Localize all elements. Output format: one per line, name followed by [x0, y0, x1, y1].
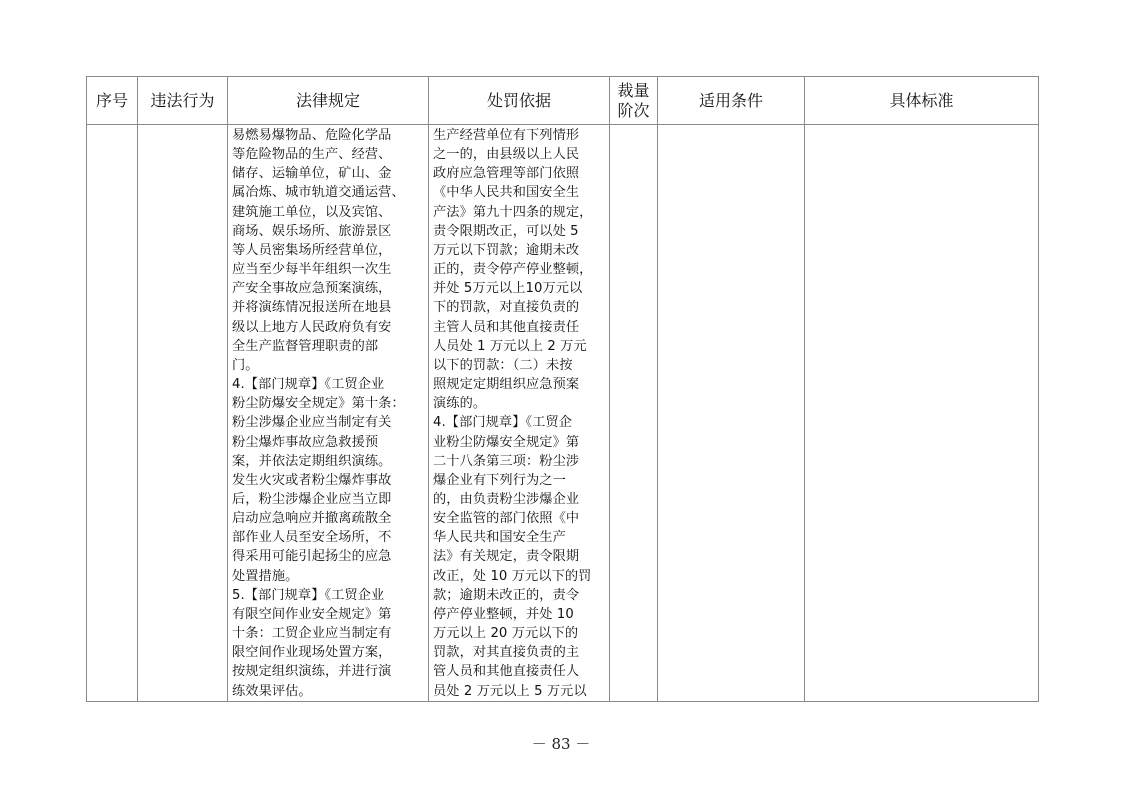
penalty-line: 员处 2 万元以上 5 万元以: [433, 683, 587, 699]
legal-line: 并将演练情况报送所在地县: [232, 300, 392, 316]
legal-line: 启动应急响应并撤离疏散全: [232, 511, 392, 527]
legal-line: 发生火灾或者粉尘爆炸事故: [232, 472, 392, 488]
legal-line: 等人员密集场所经营单位，: [232, 242, 392, 258]
legal-line: 全生产监督管理职责的部: [232, 338, 379, 354]
penalty-line: 爆企业有下列行为之一: [433, 472, 566, 488]
header-discretion-level: 裁量 阶次: [610, 77, 658, 125]
legal-line: 练效果评估。: [232, 683, 312, 699]
legal-line: 按规定组织演练，并进行演: [232, 664, 392, 680]
legal-line: 商场、娱乐场所、旅游景区: [232, 223, 392, 239]
legal-line: 得采用可能引起扬尘的应急: [232, 549, 392, 565]
penalty-line: 罚款，对其直接负责的主: [433, 645, 580, 661]
penalty-line: 安全监管的部门依照《中: [433, 511, 580, 527]
cell-penalty-basis: [429, 125, 610, 702]
legal-line: 门。: [232, 357, 259, 373]
cell-standards: [805, 125, 1039, 702]
penalty-line: 4.【部门规章】《工贸企: [433, 415, 573, 431]
penalty-line: 政府应急管理等部门依照: [433, 166, 580, 182]
penalty-line: 管人员和其他直接责任人: [433, 664, 580, 680]
penalty-line: 万元以下罚款；逾期未改: [433, 242, 580, 258]
penalty-line: 以下的罚款：（二）未按: [433, 357, 573, 373]
penalty-basis-text: [429, 125, 609, 701]
header-conditions: 适用条件: [658, 77, 805, 125]
legal-line: 粉尘防爆安全规定》第十条：: [232, 396, 405, 412]
penalty-line: 人员处 1 万元以上 2 万元: [433, 338, 587, 354]
header-standards: 具体标准: [805, 77, 1039, 125]
cell-violation: [138, 125, 228, 702]
penalty-line: 下的罚款，对直接负责的: [433, 300, 580, 316]
legal-line: 粉尘涉爆企业应当制定有关: [232, 415, 392, 431]
penalty-line: 生产经营单位有下列情形: [433, 128, 580, 143]
penalty-line: 停产停业整顿，并处 10: [433, 606, 574, 622]
page-number: － 83 －: [531, 735, 591, 753]
penalty-line: 责令限期改正，可以处 5: [433, 223, 579, 239]
legal-line: 十条：工贸企业应当制定有: [232, 626, 392, 642]
header-violation: 违法行为: [138, 77, 228, 125]
legal-line: 案，并依法定期组织演练。: [232, 453, 392, 469]
penalty-line: 主管人员和其他直接责任: [433, 319, 580, 335]
penalty-line: 改正，处 10 万元以下的罚: [433, 568, 592, 584]
legal-line: 粉尘爆炸事故应急救援预: [232, 434, 379, 450]
header-legal-provision: 法律规定: [228, 77, 429, 125]
legal-line: 储存、运输单位，矿山、金: [232, 166, 392, 182]
cell-seq: [87, 125, 138, 702]
cell-legal-provision: [228, 125, 429, 702]
penalty-line: 万元以上 20 万元以下的: [433, 626, 579, 642]
legal-line: 后，粉尘涉爆企业应当立即: [232, 491, 392, 507]
legal-line: 有限空间作业安全规定》第: [232, 606, 392, 622]
header-penalty-basis: 处罚依据: [429, 77, 610, 125]
penalty-line: 演练的。: [433, 396, 487, 412]
penalty-discretion-table: [86, 76, 1039, 702]
legal-line: 级以上地方人民政府负有安: [232, 319, 392, 335]
penalty-line: 并处 5万元以上10万元以: [433, 281, 583, 297]
cell-conditions: [658, 125, 805, 702]
penalty-line: 华人民共和国安全生产: [433, 530, 566, 546]
legal-line: 等危险物品的生产、经营、: [232, 147, 392, 163]
penalty-line: 的，由负责粉尘涉爆企业: [433, 491, 580, 507]
header-seq: 序号: [87, 77, 138, 125]
legal-line: 部作业人员至安全场所，不: [232, 530, 392, 546]
cell-discretion-level: [610, 125, 658, 702]
penalty-line: 之一的，由县级以上人民: [433, 147, 580, 163]
legal-line: 4.【部门规章】《工贸企业: [232, 377, 385, 393]
legal-line: 属冶炼、城市轨道交通运营、: [232, 185, 405, 201]
penalty-line: 业粉尘防爆安全规定》第: [433, 434, 580, 450]
penalty-line: 正的，责令停产停业整顿，: [433, 262, 593, 278]
penalty-line: 二十八条第三项：粉尘涉: [433, 453, 580, 469]
penalty-line: 产法》第九十四条的规定，: [433, 204, 593, 220]
penalty-line: 款；逾期未改正的，责令: [433, 587, 580, 603]
table-header-row: [87, 77, 1039, 125]
penalty-line: 《中华人民共和国安全生: [433, 185, 580, 201]
penalty-line: 照规定定期组织应急预案: [433, 377, 580, 393]
legal-provision-text: [228, 125, 428, 701]
penalty-line: 法》有关规定，责令限期: [433, 549, 580, 565]
legal-line: 5.【部门规章】《工贸企业: [232, 587, 385, 603]
legal-line: 限空间作业现场处置方案，: [232, 645, 392, 661]
legal-line: 产安全事故应急预案演练，: [232, 281, 392, 297]
legal-line: 处置措施。: [232, 568, 299, 584]
legal-line: 应当至少每半年组织一次生: [232, 262, 392, 278]
legal-line: 建筑施工单位，以及宾馆、: [232, 204, 392, 220]
table-row: [87, 125, 1039, 702]
legal-line: 易燃易爆物品、危险化学品: [232, 128, 392, 143]
